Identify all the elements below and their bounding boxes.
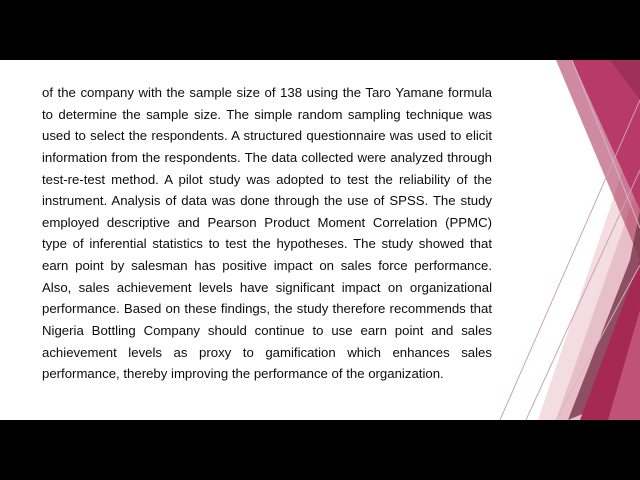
slide-body-text: of the company with the sample size of 138 using the Taro Yamane formula to determine the sample size. The simple random sampling technique was used to select the respondents. A structured questionnaire was used to elicit information from the respondents. The data collected were analyzed through test-re-test method. A pilot study was adopted to test the reliability of the instrument. Analysis of data was done through the use of SPSS. The study employed descriptive and Pearson Product Moment Correlation (PPMC) type of inferential statistics to test the hypotheses. The study showed that earn point by salesman has positive impact on sales force performance. Also, sales achievement levels have significant impact on organizational performance. Based on these findings, the study therefore recommends that Nigeria Bottling Company should continue to use earn point and sales achievement levels as proxy to gamification which enhances sales performance, thereby improving the performance of the organization. <box>42 85 492 382</box>
presentation-slide <box>0 60 640 420</box>
letterbox-bar-top <box>0 0 640 60</box>
letterbox-bar-bottom <box>0 420 640 480</box>
